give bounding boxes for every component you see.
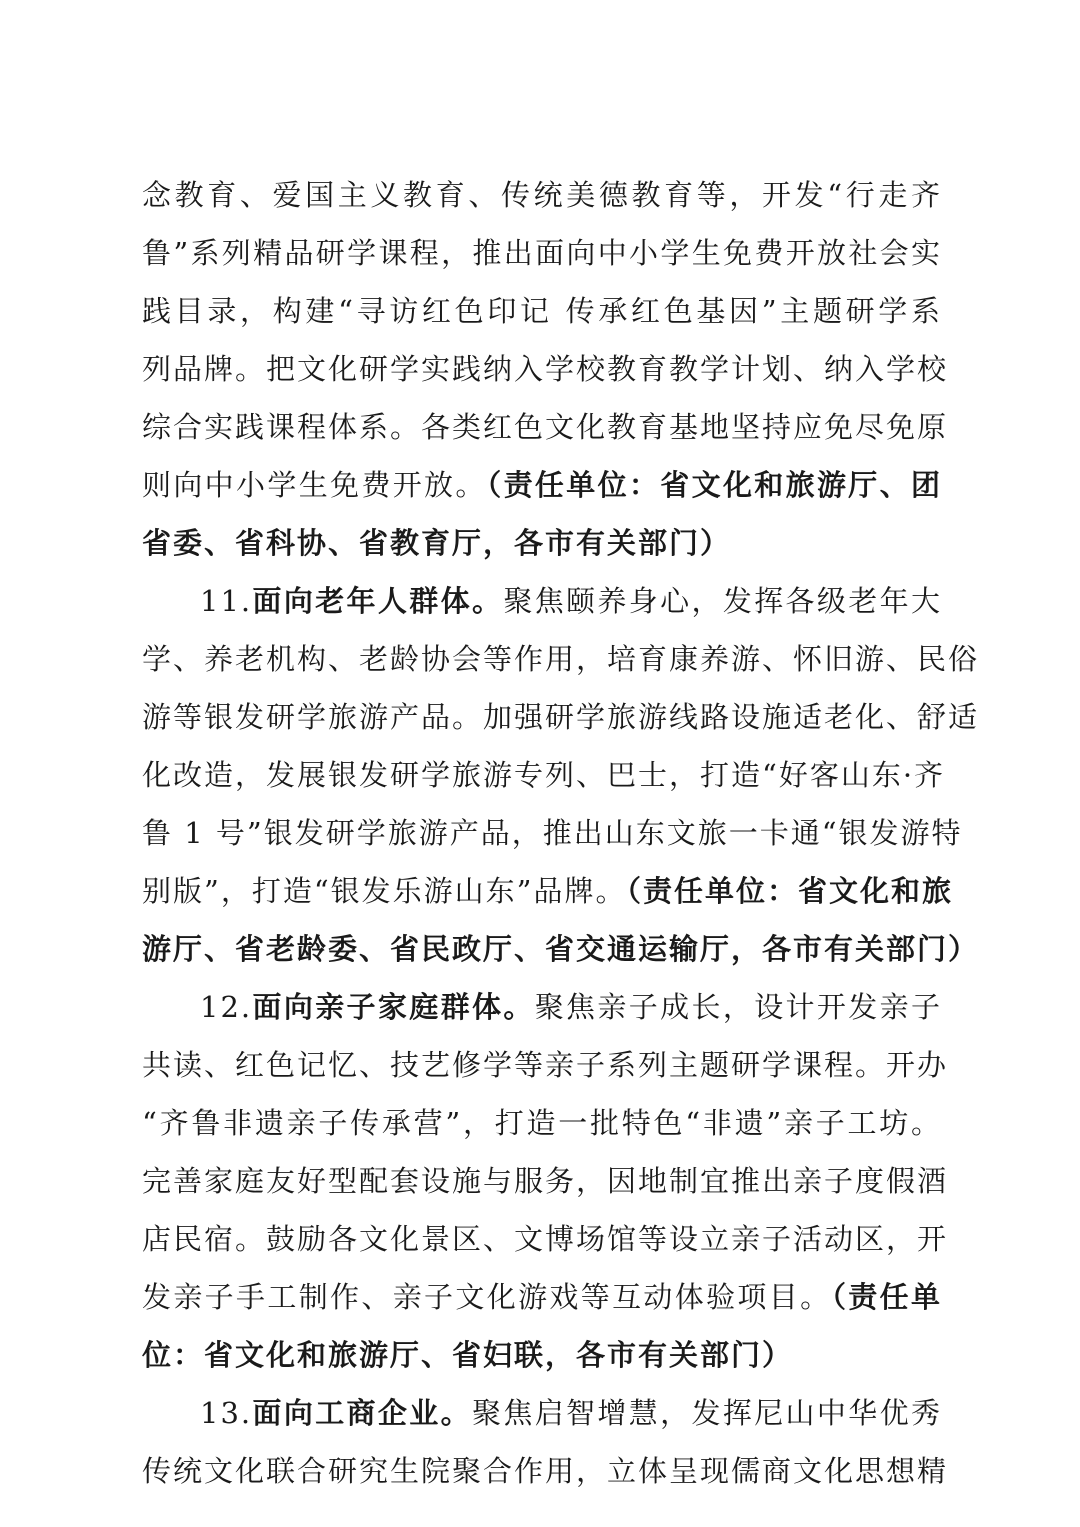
- item-13-first-line: [142, 1383, 942, 1443]
- text-line: 共读、红色记忆、技艺修学等亲子系列主题研学课程。开办: [142, 1048, 949, 1082]
- responsibility-note: （责任单位：省文化和旅游厅、团: [486, 468, 942, 502]
- text-line: 列品牌。把文化研学实践纳入学校教育教学计划、纳入学校: [142, 352, 949, 386]
- item-heading: 面向工商企业。: [252, 1396, 472, 1430]
- responsibility-note: （责任单位：省文化和旅: [626, 874, 953, 908]
- text-line: 鲁 1 号”银发研学旅游产品，推出山东文旅一卡通“银发游特: [142, 816, 963, 850]
- text-segment: 别版”，打造“银发乐游山东”品牌。: [142, 874, 627, 908]
- text-line: 化改造，发展银发研学旅游专列、巴士，打造“好客山东·齐: [142, 758, 946, 792]
- text-line: [142, 513, 942, 573]
- text-line: 店民宿。鼓励各文化景区、文博场馆等设立亲子活动区，开: [142, 1222, 949, 1256]
- text-line: 传统文化联合研究生院聚合作用，立体呈现儒商文化思想精: [142, 1454, 949, 1488]
- text-line: 游等银发研学旅游产品。加强研学旅游线路设施适老化、舒适: [142, 700, 980, 734]
- item-number: 11.: [200, 584, 253, 618]
- text-line: 践目录，构建“寻访红色印记 传承红色基因”主题研学系: [142, 294, 942, 328]
- responsibility-note: （责任单: [831, 1280, 942, 1314]
- text-line: [142, 1267, 942, 1327]
- text-segment: 聚焦颐养身心，发挥各级老年大: [503, 584, 942, 618]
- item-12-first-line: [142, 977, 942, 1037]
- responsibility-note: 位：省文化和旅游厅、省妇联，各市有关部门）: [142, 1338, 794, 1372]
- responsibility-note: 省委、省科协、省教育厅，各市有关部门）: [142, 526, 732, 560]
- text-line: 完善家庭友好型配套设施与服务，因地制宜推出亲子度假酒: [142, 1164, 949, 1198]
- item-11-first-line: [142, 571, 942, 631]
- text-line: “齐鲁非遗亲子传承营”，打造一批特色“非遗”亲子工坊。: [142, 1106, 942, 1140]
- text-segment: 发亲子手工制作、亲子文化游戏等互动体验项目。: [142, 1280, 832, 1314]
- text-line: 学、养老机构、老龄协会等作用，培育康养游、怀旧游、民俗: [142, 642, 980, 676]
- text-line: [142, 919, 980, 979]
- text-segment: 则向中小学生免费开放。: [142, 468, 487, 502]
- item-number: 12.: [200, 990, 253, 1024]
- text-line: 综合实践课程体系。各类红色文化教育基地坚持应免尽免原: [142, 410, 949, 444]
- text-segment: 聚焦启智增慧，发挥尼山中华优秀: [471, 1396, 942, 1430]
- item-heading: 面向亲子家庭群体。: [252, 990, 535, 1024]
- text-line: [142, 861, 953, 921]
- text-line: 念教育、爱国主义教育、传统美德教育等，开发“行走齐: [142, 178, 942, 212]
- text-line: [142, 1325, 942, 1385]
- item-number: 13.: [200, 1396, 253, 1430]
- text-line: [142, 455, 942, 515]
- text-segment: 聚焦亲子成长，设计开发亲子: [534, 990, 942, 1024]
- text-line: 鲁”系列精品研学课程，推出面向中小学生免费开放社会实: [142, 236, 942, 270]
- responsibility-note: 游厅、省老龄委、省民政厅、省交通运输厅，各市有关部门）: [142, 932, 980, 966]
- item-heading: 面向老年人群体。: [252, 584, 504, 618]
